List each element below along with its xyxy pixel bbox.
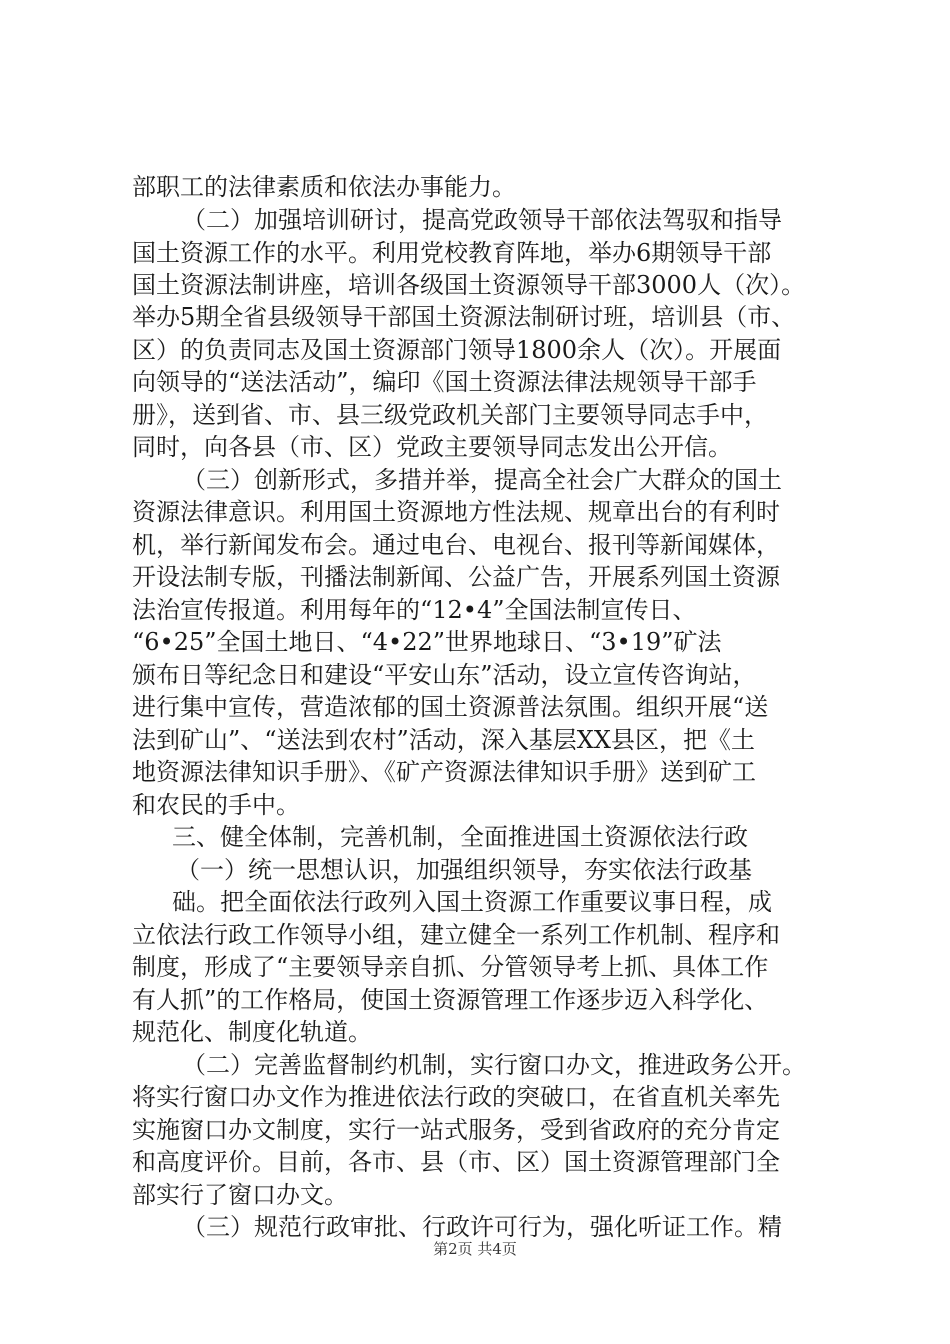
text-line-29: 将实行窗口办文作为推进依法行政的突破口，在省直机关率先	[132, 1083, 780, 1111]
text-line-20: 和农民的手中。	[132, 791, 300, 819]
text-line-6: 区）的负责同志及国土资源部门领导1800余人（次）。开展面	[132, 336, 782, 364]
text-line-2: （二）加强培训研讨，提高党政领导干部依法驾驭和指导	[182, 206, 782, 234]
text-line-27: 规范化、制度化轨道。	[132, 1018, 372, 1046]
text-line-24: 立依法行政工作领导小组，建立健全一系列工作机制、程序和	[132, 921, 780, 949]
text-line-16: 颁布日等纪念日和建设“平安山东”活动，设立宣传咨询站，	[132, 661, 757, 689]
text-line-11: 资源法律意识。利用国土资源地方性法规、规章出台的有利时	[132, 498, 780, 526]
text-line-14: 法治宣传报道。利用每年的“12•4”全国法制宣传日、	[132, 596, 697, 624]
text-line-30: 实施窗口办文制度，实行一站式服务，受到省政府的充分肯定	[132, 1116, 780, 1144]
text-line-32: 部实行了窗口办文。	[132, 1181, 348, 1209]
text-line-8: 册》，送到省、市、县三级党政机关部门主要领导同志手中，	[132, 401, 768, 429]
text-line-28: （二）完善监督制约机制，实行窗口办文，推进政务公开。	[182, 1051, 806, 1079]
text-line-10: （三）创新形式，多措并举，提高全社会广大群众的国土	[182, 466, 782, 494]
text-line-5: 举办5期全省县级领导干部国土资源法制研讨班，培训县（市、	[132, 303, 796, 331]
text-line-12: 机，举行新闻发布会。通过电台、电视台、报刊等新闻媒体，	[132, 531, 780, 559]
text-line-22: （一）统一思想认识，加强组织领导，夯实依法行政基	[176, 856, 752, 884]
text-line-9: 同时，向各县（市、区）党政主要领导同志发出公开信。	[132, 433, 732, 461]
text-line-13: 开设法制专版，刊播法制新闻、公益广告，开展系列国土资源	[132, 563, 780, 591]
text-line-19: 地资源法律知识手册》、《矿产资源法律知识手册》送到矿工	[132, 758, 756, 786]
text-line-1: 部职工的法律素质和依法办事能力。	[132, 173, 516, 201]
section-heading: 三、健全体制，完善机制，全面推进国土资源依法行政	[172, 823, 748, 851]
text-line-26: 有人抓”的工作格局，使国土资源管理工作逐步迈入科学化、	[132, 986, 769, 1014]
text-line-15: “6•25”全国土地日、“4•22”世界地球日、“3•19”矿法	[132, 628, 722, 656]
page-footer: 第2页 共4页	[433, 1240, 517, 1258]
text-line-3: 国土资源工作的水平。利用党校教育阵地，举办6期领导干部	[132, 239, 772, 267]
text-line-31: 和高度评价。目前，各市、县（市、区）国土资源管理部门全	[132, 1148, 780, 1176]
text-line-17: 进行集中宣传，营造浓郁的国土资源普法氛围。组织开展“送	[132, 693, 769, 721]
text-line-33: （三）规范行政审批、行政许可行为，强化听证工作。精	[182, 1213, 782, 1241]
text-line-25: 制度，形成了“主要领导亲自抓、分管领导考上抓、具体工作	[132, 953, 769, 981]
text-line-4: 国土资源法制讲座，培训各级国土资源领导干部3000人（次）。	[132, 271, 806, 299]
text-line-18: 法到矿山”、“送法到农村”活动，深入基层XX县区，把《土	[132, 726, 755, 754]
text-line-23: 础。把全面依法行政列入国土资源工作重要议事日程，成	[172, 888, 772, 916]
text-line-7: 向领导的“送法活动”，编印《国土资源法律法规领导干部手	[132, 368, 757, 396]
